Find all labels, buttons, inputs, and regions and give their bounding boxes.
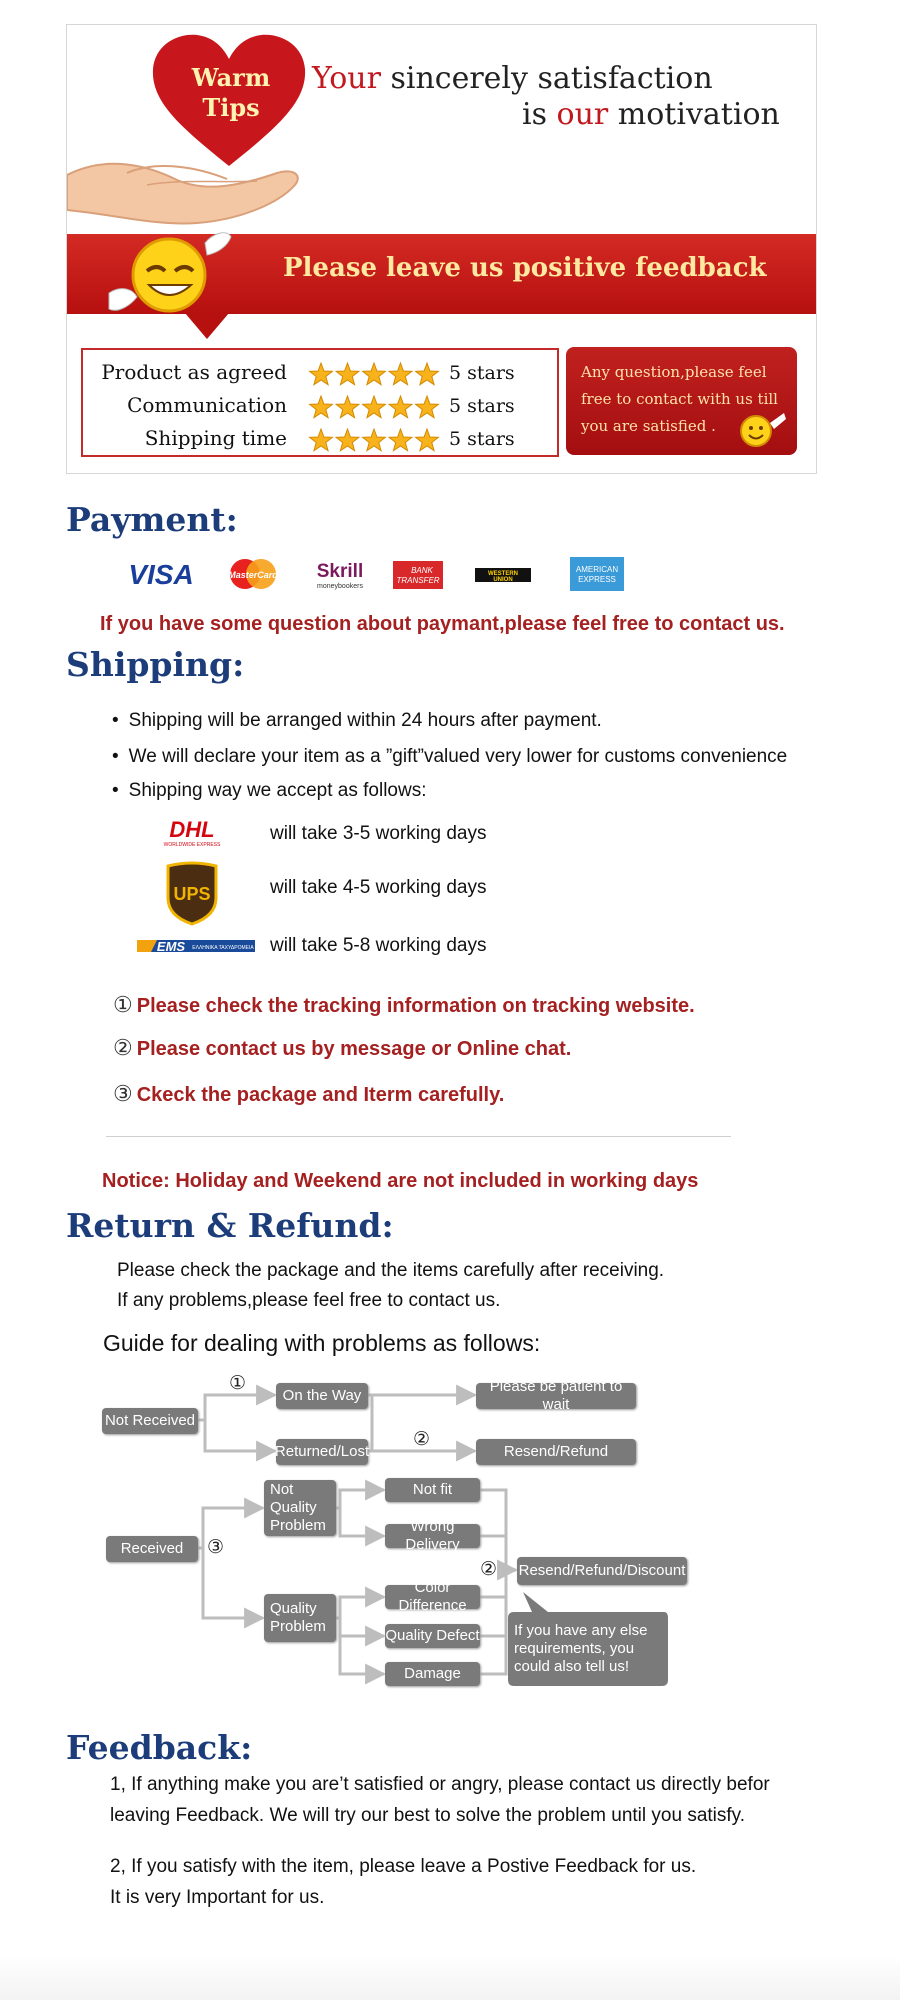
- carrier-dhl-text: will take 3-5 working days: [270, 823, 487, 844]
- quality-defect-box: Quality Defect: [385, 1624, 480, 1648]
- guide-title: Guide for dealing with problems as follows:: [103, 1330, 541, 1356]
- rating-label: Product as agreed: [101, 360, 287, 384]
- svg-text:TRANSFER: TRANSFER: [396, 576, 440, 585]
- svg-text:EMS: EMS: [156, 939, 186, 954]
- bottom-fade: [0, 1955, 900, 2000]
- feedback-text: It is very Important for us.: [110, 1887, 325, 1908]
- received-box: Received: [106, 1536, 198, 1562]
- resend-refund-discount-box: Resend/Refund/Discount: [517, 1557, 687, 1585]
- wrong-delivery-box: Wrong Delivery: [385, 1524, 480, 1548]
- feedback-text: 2, If you satisfy with the item, please leave a Postive Feedback for us.: [110, 1856, 697, 1877]
- shipping-bullet: • We will declare your item as a ”gift”valued very lower for customs convenience: [112, 746, 787, 768]
- feedback-text: 1, If anything make you are’t satisfied or angry, please contact us directly befor: [110, 1774, 770, 1795]
- shipping-bullet: • Shipping will be arranged within 24 hours after payment.: [112, 710, 602, 732]
- color-difference-box: Color Difference: [385, 1585, 480, 1609]
- step-text: Please check the tracking information on tracking website.: [136, 995, 695, 1017]
- refund-heading: Return & Refund:: [66, 1206, 394, 1245]
- flow-number: ②: [480, 1559, 498, 1580]
- svg-text:MasterCard: MasterCard: [228, 570, 278, 580]
- warm-tips-label: Warm Tips: [191, 63, 271, 122]
- svg-text:VISA: VISA: [128, 559, 194, 590]
- on-the-way-box: On the Way: [276, 1383, 368, 1409]
- svg-text:WORLDWIDE EXPRESS: WORLDWIDE EXPRESS: [163, 842, 221, 848]
- not-received-box: Not Received: [102, 1408, 198, 1434]
- motto-line-1: Your sincerely satisfaction: [312, 61, 713, 96]
- rating-value: 5 stars: [449, 395, 515, 417]
- svg-text:AMERICAN: AMERICAN: [575, 565, 619, 574]
- returned-lost-box: Returned/Lost: [276, 1439, 368, 1465]
- not-quality-problem-box: Not Quality Problem: [264, 1480, 336, 1536]
- flow-number: ②: [413, 1429, 431, 1450]
- bubble-text: If you have any else requirements, you could also tell us!: [514, 1622, 648, 1675]
- quality-problem-box: Quality Problem: [264, 1594, 336, 1642]
- payment-heading: Payment:: [66, 500, 238, 539]
- shipping-bullet: • Shipping way we accept as follows:: [112, 780, 426, 802]
- step-number: ③: [113, 1081, 133, 1106]
- refund-line-2: If any problems,please feel free to contact us.: [117, 1290, 501, 1311]
- motto-line-2: is our motivation: [522, 97, 780, 132]
- question-text: Any question,please feel free to contact with us till you are satisfied .: [581, 363, 778, 435]
- feedback-text: leaving Feedback. We will try our best to solve the problem until you satisfy.: [110, 1805, 746, 1826]
- feedback-heading: Feedback:: [66, 1728, 253, 1767]
- svg-text:Skrill: Skrill: [316, 561, 364, 582]
- svg-text:moneybookers: moneybookers: [317, 583, 363, 590]
- refund-line-1: Please check the package and the items carefully after receiving.: [117, 1260, 665, 1281]
- flow-number: ①: [229, 1373, 247, 1394]
- be-patient-box: Please be patient to wait: [476, 1383, 636, 1409]
- not-fit-box: Not fit: [385, 1478, 480, 1502]
- step-number: ①: [113, 992, 133, 1017]
- svg-text:EXPRESS: EXPRESS: [578, 575, 616, 584]
- svg-text:UPS: UPS: [173, 884, 211, 904]
- flow-number: ③: [207, 1537, 225, 1558]
- rating-label: Shipping time: [144, 426, 287, 450]
- shipping-heading: Shipping:: [66, 645, 245, 684]
- svg-text:BANK: BANK: [411, 566, 433, 575]
- step-number: ②: [113, 1035, 133, 1060]
- svg-text:ΕΛΛΗΝΙΚΑ ΤΑΧΥΔΡΟΜΕΙΑ: ΕΛΛΗΝΙΚΑ ΤΑΧΥΔΡΟΜΕΙΑ: [192, 945, 254, 951]
- carrier-ups-text: will take 4-5 working days: [270, 877, 487, 898]
- step-text: Please contact us by message or Online chat.: [136, 1038, 572, 1060]
- rating-value: 5 stars: [449, 362, 515, 384]
- resend-refund-box: Resend/Refund: [476, 1439, 636, 1465]
- carrier-ems-text: will take 5-8 working days: [270, 935, 487, 956]
- svg-text:UNION: UNION: [493, 577, 513, 583]
- band-text: Please leave us positive feedback: [283, 253, 767, 283]
- step-text: Ckeck the package and Iterm carefully.: [136, 1084, 505, 1106]
- payment-note: If you have some question about paymant,please feel free to contact us.: [100, 613, 785, 635]
- damage-box: Damage: [385, 1662, 480, 1686]
- holiday-notice: Notice: Holiday and Weekend are not included in working days: [102, 1170, 699, 1192]
- svg-text:DHL: DHL: [169, 818, 215, 842]
- rating-value: 5 stars: [449, 428, 515, 450]
- rating-label: Communication: [127, 393, 287, 417]
- svg-text:WESTERN: WESTERN: [488, 571, 518, 577]
